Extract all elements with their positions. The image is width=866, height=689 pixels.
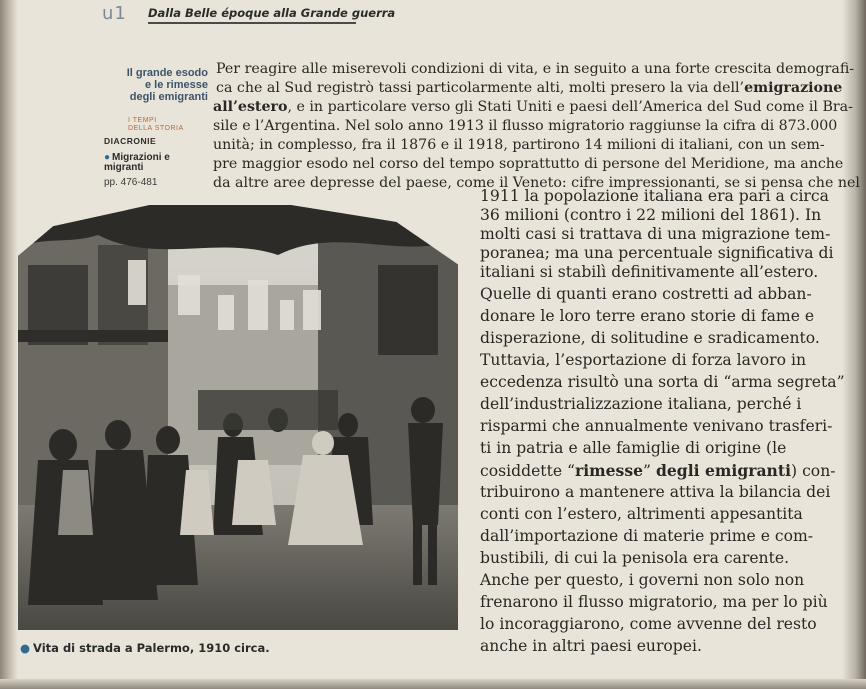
- page-bottom-edge: [0, 679, 866, 689]
- photo-caption: [20, 641, 270, 655]
- column-line-14: cosiddette “rimesse” degli emigranti) con-: [480, 461, 836, 480]
- body-line-1: Per reagire alle miserevoli condizioni di vita, e in seguito a una forte crescita demografi-: [216, 61, 855, 77]
- column-line-18: bustibili, di cui la penisola era carente.: [480, 549, 790, 567]
- column-line-13: ti in patria e alle famiglie di origine (le: [480, 439, 787, 457]
- crossref-line-1: Migrazioni e: [112, 152, 170, 163]
- body-line-2: ca che al Sud registrò tassi particolarmente alti, molti presero la via dell’emigrazione: [216, 80, 843, 96]
- column-line-15: tribuirono a mantenere attiva la bilancia dei: [480, 483, 831, 501]
- column-line-20: frenarono il flusso migratorio, ma per lo più: [480, 593, 828, 611]
- body-line-7: da altre aree depresse del paese, come il Veneto: cifre impressionanti, se si pensa che nel: [213, 175, 860, 191]
- margin-crossref-pages: pp. 476-481: [104, 177, 158, 188]
- column-line-9: Tuttavia, l’esportazione di forza lavoro in: [480, 351, 806, 369]
- margin-keyword: [90, 67, 208, 103]
- margin-keyword-line-3: degli emigranti: [129, 91, 208, 103]
- chapter-underline: [148, 22, 356, 24]
- street-photo-palermo: [18, 205, 458, 630]
- body-line-3: all’estero, e in particolare verso gli Stati Uniti e paesi dell’America del Sud come il Bra-: [213, 99, 853, 115]
- column-line-12: risparmi che annualmente venivano trasferi-: [480, 417, 833, 435]
- column-line-6: Quelle di quanti erano costretti ad abban-: [480, 285, 812, 303]
- column-line-7: donare le loro terre erano storie di fame e: [480, 307, 815, 325]
- photo-illustration: [18, 205, 458, 630]
- column-line-17: dall’importazione di materie prime e com-: [480, 527, 814, 545]
- body-line-4: sile e l’Argentina. Nel solo anno 1913 il flusso migratorio raggiunse la cifra di 873.000: [213, 118, 838, 134]
- caption-text: Vita di strada a Palermo, 1910 circa.: [33, 641, 270, 655]
- crossref-line-2: migranti: [104, 162, 144, 173]
- column-line-22: anche in altri paesi europei.: [480, 637, 702, 655]
- term-emigrazione: emigrazione: [744, 80, 843, 96]
- term-rimesse: rimesse: [575, 461, 644, 480]
- body-line-6: pre maggior esodo nel corso del tempo soprattutto di persone del Meridione, ma anche: [213, 156, 844, 172]
- column-line-11: dell’industrializzazione italiana, perché i: [480, 395, 802, 413]
- column-line-16: conti con l’estero, altrimenti appesantita: [480, 505, 803, 523]
- margin-keyword-line-1: Il grande esodo: [126, 67, 208, 79]
- body-line-5: unità; in complesso, fra il 1876 e il 1918, partirono 14 milioni di italiani, con un sem-: [213, 137, 825, 153]
- tempi-line-1: I TEMPI: [128, 117, 157, 124]
- column-line-3: molti casi si trattava di una migrazione tem-: [480, 225, 831, 243]
- chapter-title: Dalla Belle époque alla Grande guerra: [148, 6, 396, 20]
- column-line-19: Anche per questo, i governi non solo non: [480, 571, 805, 589]
- term-estero: all’estero: [213, 99, 288, 115]
- margin-tempi-label: [128, 117, 208, 133]
- column-line-2: 36 milioni (contro i 22 milioni del 1861). In: [480, 206, 822, 224]
- book-spine-shadow: [0, 0, 18, 689]
- column-line-8: disperazione, di solitudine e sradicamento.: [480, 329, 820, 347]
- term-degli-emigranti: degli emigranti: [655, 461, 792, 480]
- margin-crossref-link[interactable]: [104, 153, 204, 173]
- column-line-10: eccedenza risultò una sorta di “arma segreta”: [480, 373, 845, 391]
- column-line-1: 1911 la popolazione italiana era pari a circa: [480, 187, 829, 205]
- caption-bullet-icon: ●: [20, 641, 31, 655]
- column-line-21: lo incoraggiarono, come avvenne del resto: [480, 615, 817, 633]
- margin-keyword-line-2: e le rimesse: [145, 79, 208, 91]
- page-number: u1: [102, 3, 127, 24]
- margin-diacronie-label: DIACRONIE: [104, 136, 157, 146]
- bullet-icon: ●: [104, 152, 111, 163]
- column-line-5: italiani si stabilì definitivamente all’estero.: [480, 263, 819, 281]
- tempi-line-2: DELLA STORIA: [128, 125, 184, 132]
- column-line-4: poranea; ma una percentuale significativa di: [480, 244, 834, 262]
